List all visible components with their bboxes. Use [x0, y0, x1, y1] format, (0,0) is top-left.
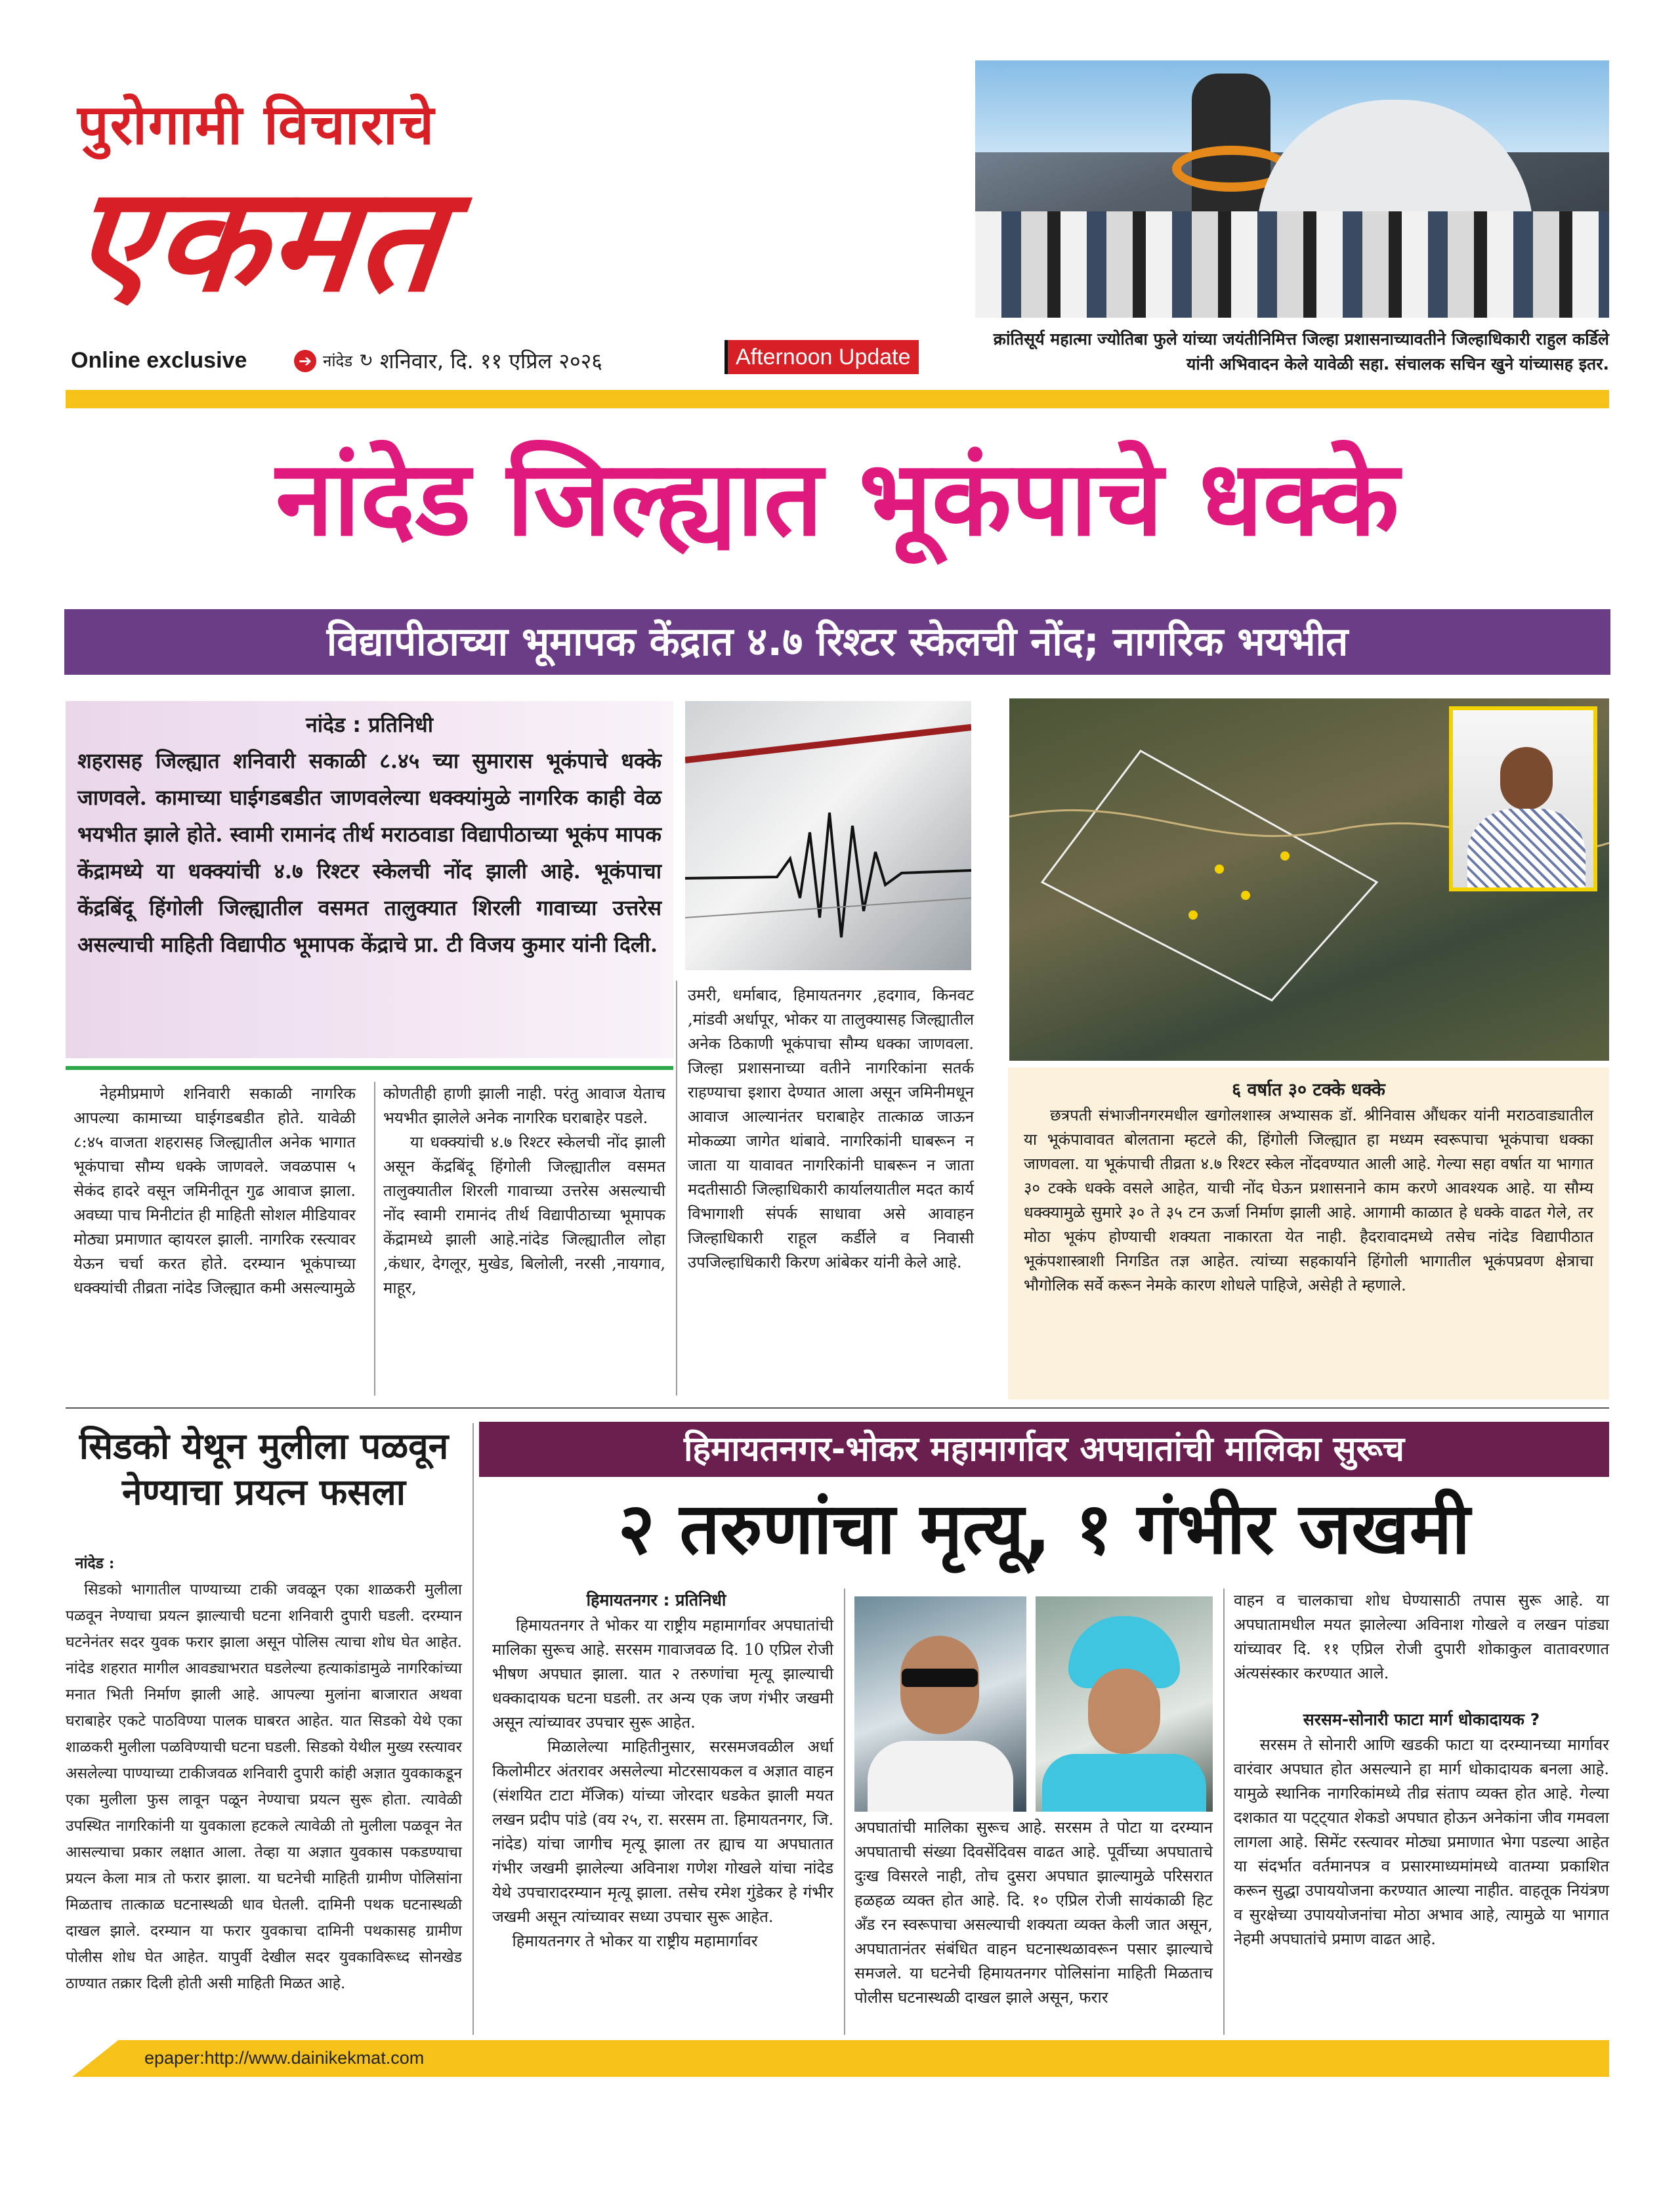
- tribute-photo: [975, 60, 1609, 318]
- column-rule: [676, 981, 677, 1396]
- epicenter-map-photo: [1009, 698, 1609, 1061]
- sunglasses-icon: [902, 1669, 978, 1687]
- column-rule: [1223, 1589, 1225, 2035]
- lead-summary: शहरासह जिल्ह्यात शनिवारी सकाळी ८.४५ च्या सुमारास भूकंपाचे धक्के जाणवले. कामाच्या घाईगडबडीत जाणवलेल्या धक्क्यांमुळे नागरिक काही वेळ भयभीत झाले होते. स्वामी रामानंद तीर्थ मराठवाडा विद्यापीठाच्या भूकंप मापक केंद्रामध्ये या धक्क्यांची ४.७ रिश्टर स्केलची नोंद झाली आहे. भूकंपाचा केंद्रबिंदू हिंगोली जिल्ह्यातील वसमत तालुक्यात शिरली गावाच्या उत्तरेस असल्याची माहिती विद्यापीठ भूमापक केंद्राचे प्रा. टी विजय कुमार यांनी दिली.: [77, 748, 662, 957]
- epaper-link[interactable]: epaper:http://www.dainikekmat.com: [144, 2048, 425, 2068]
- lead-column-3: उमरी, धर्माबाद, हिमायतनगर ,हदगाव, किनवट ,मांडवी अर्धापूर, भोकर या तालुक्यासह जिल्ह्यातील अनेक ठिकाणी भूकंपाचा सौम्य धक्का जाणवला. जिल्हा प्रशासनाच्या वतीने नागरिकांना सतर्क राहण्याचा इशारा देण्यात आला असून जमिनीमधून आवाज आल्यानंतर घराबाहेर तात्काळ जाऊन मोकळ्या जागेत थांबावे. नागरिकांनी घाबरून न जाता या यावावत नागरिकांनी घाबरून न जाता मदतीसाठी जिल्हाधिकारी कार्यालयातील मदत कार्य विभागाशी संपर्क साधावा असे आवाहन जिल्हाधिकारी राहूल कर्डीले व निवासी उपजिल्हाधिकारी किरण आंबेकर यांनी केले आहे.: [688, 986, 979, 1271]
- lead-subhead: विद्यापीठाच्या भूमापक केंद्रात ४.७ रिश्टर स्केलची नोंद; नागरिक भयभीत: [64, 609, 1610, 675]
- masthead-tagline: पुरोगामी विचाराचे: [77, 93, 436, 157]
- victim-2-face: [1088, 1669, 1160, 1754]
- column-rule: [374, 1082, 375, 1396]
- portrait-shirt: [1467, 809, 1586, 887]
- crowd: [975, 211, 1609, 318]
- issue-date: शनिवार, दि. ११ एप्रिल २०२६: [379, 349, 602, 373]
- seismograph-wave-icon: [685, 701, 971, 970]
- victim-photo-2: [1036, 1596, 1213, 1812]
- side-box: [1008, 1067, 1609, 1399]
- accident-headline: २ तरुणांचा मृत्यू, १ गंभीर जखमी: [618, 1488, 1471, 1570]
- cidco-body: [66, 1524, 467, 1997]
- tribute-photo-caption: क्रांतिसूर्य महात्मा ज्योतिबा फुले यांच्या जयंतीनिमित्त जिल्हा प्रशासनाच्यावतीने जिल्हाधिकारी राहुल कर्डिले यांनी अभिवादन केले यावेळी सहा. संचालक सचिन खुने यांच्यासह इतर.: [993, 330, 1609, 373]
- seismograph-photo: [685, 701, 971, 970]
- cidco-dateline: नांदेड :: [75, 1554, 115, 1572]
- accident-column-2: अपघातांची मालिका सुरूच आहे. सरसम ते पोटा या दरम्यान अपघाताची संख्या दिवसेंदिवस वाढत आहे. पूर्वीच्या अपघाताचे दुःख विसरले नाही, तोच दुसरा अपघात झाल्यामुळे परिसरात हळहळ व्यक्त होत आहे. दि. १० एप्रिल रोजी सायंकाळी हिट अँड रन स्वरूपाचा असल्याची शक्यता व्यक्त केली जात असून, अपघातानंतर संबंधित वाहन घटनास्थळावरून पसार झाल्याचे समजले. या घटनेची हिमायतनगर पोलिसांना माहिती मिळताच पोलीस घटनास्थळी दाखल झाले असून, फरार: [854, 1818, 1218, 2007]
- portrait-head: [1500, 747, 1553, 810]
- arrow-right-icon: ➔: [294, 350, 316, 372]
- column-rule: [472, 1423, 474, 2035]
- lead-dateline: नांदेड : प्रतिनिधी: [306, 712, 433, 737]
- lead-column-2: कोणतीही हाणी झाली नाही. परंतु आवाज येताच भयभीत झालेले अनेक नागरिक घराबाहेर पडले. या धक्क्यांची ४.७ रिश्टर स्केलची नोंद झाली असून केंद्रबिंदू हिंगोली जिल्ह्यातील वसमत तालुक्यातील शिरली गावाच्या उत्तरेस असल्याची नोंद स्वामी रामानंद तीर्थ विद्यापीठाच्या भूमापक केंद्रामध्ये झाली आहे.नांदेड जिल्ह्यातील लोहा ,कंधार, देगलूर, मुखेड, बिलोली, नरसी ,नायगाव, माहूर,: [383, 1084, 665, 1297]
- column-rule: [844, 1589, 845, 2035]
- victim-1-shirt: [868, 1741, 1013, 1812]
- green-divider: [66, 1066, 673, 1070]
- accident-kicker: हिमायतनगर-भोकर महामार्गावर अपघातांची मालिका सुरूच: [479, 1422, 1609, 1477]
- expert-portrait: [1449, 706, 1597, 891]
- side-box-text: छत्रपती संभाजीनगरमधील खगोलशास्त्र अभ्यासक डॉ. श्रीनिवास औंधकर यांनी मराठवाड्यातील या भूकंपावावत बोलताना म्हटले की, हिंगोली जिल्ह्यात हा मध्यम स्वरूपाचा भूकंपाचा धक्का जाणवला. या भूकंपाची तीव्रता ४.७ रिश्टर स्केल नोंदवण्यात आली आहे. गेल्या सहा वर्षात या भागात ३० टक्के धक्के वसले आहेत, याची नोंद घेऊन प्रशासनाने काम करणे आवश्यक आहे. या सौम्य धक्क्यामुळे सुमारे ३० ते ३५ टन ऊर्जा निर्माण झाली आहे. आगामी काळात हे धक्के वाढत गेले, तर मोठा भूकंप होण्याची शक्यता नाकारता येत नाही. हैदरावादमध्ये तसेच नांदेड विद्यापीठात भूकंपशास्त्राशी निगडित तज्ञ आहेत. त्यांच्या सहकार्याने हिंगोली भागातील भूकंपप्रवण क्षेत्राचा भौगोलिक सर्वे करून नेमके कारण शोधले पाहिजे, असेही ते म्हणाले.: [1024, 1106, 1593, 1294]
- accident-column-3b: सरसम ते सोनारी आणि खडकी फाटा या दरम्यानच्या मार्गावर वारंवार अपघात होत असल्याने हा मार्ग धोकादायक बनला आहे. यामुळे स्थानिक नागरिकांमध्ये तीव्र संताप व्यक्त होत आहे. गेल्या दशकात या पट्ट्यात शेकडो अपघात होऊन अनेकांना जीव गमवला लागला आहे. सिमेंट रस्त्यावर मोठ्या प्रमाणात भेगा पडल्या आहेत या संदर्भात वर्तमानपत्र व प्रसारमाध्यमांमध्ये वातम्या प्रकाशित करून सुद्धा उपाययोजना करण्यात आल्या नाहीत. वाहतूक नियंत्रण व सुरक्षेच्या उपाययोजनांचा मोठा अभाव आहे, त्यामुळे या भागात नेहमी अपघातांचे प्रमाण वाढत आहे.: [1234, 1736, 1614, 1948]
- lead-column-1: नेहमीप्रमाणे शनिवारी सकाळी नागरिक आपल्या कामाच्या घाईगडबडीत होते. यावेळी ८:४५ वाजता शहरासह जिल्ह्यातील अनेक भागात भूकंपाचा सौम्य धक्के जाणवले. जवळपास ५ सेकंद हादरे वसून जमिनीतून गुढ आवाज झाला. अवघ्या पाच मिनीटांत ही माहिती सोशल मीडियावर मोठ्या प्रमाणात व्हायरल झाली. नागरिक रस्त्यावर येऊन चर्चा करत होते. दरम्यान भूकंपाच्या धक्क्यांची तीव्रता नांदेड जिल्ह्यात कमी असल्यामुळे: [74, 1084, 361, 1297]
- refresh-icon: ↻: [359, 351, 373, 371]
- side-box-title: ६ वर्षात ३० टक्के धक्के: [1232, 1080, 1385, 1100]
- victim-photo-1: [854, 1596, 1026, 1812]
- sky: [975, 60, 1609, 152]
- accident-column-1: हिमायतनगर ते भोकर या राष्ट्रीय महामार्गावर अपघातांची मालिका सुरूच आहे. सरसम गावाजवळ दि. 10 एप्रिल रोजी भीषण अपघात झाला. यात २ तरुणांचा मृत्यू झाल्याची धक्कादायक घटना घडली. तर अन्य एक जण गंभीर जखमी असून त्यांच्यावर उपचार सुरू आहेत. मिळालेल्या माहितीनुसार, सरसमजवळील अर्धा किलोमीटर अंतरावर असलेल्या मोटरसायकल व अज्ञात वाहन (संशयित टाटा मॅजिक) यांच्या जोरदार धडकेत झाली मयत लखन प्रदीप पांडे (वय २५, रा. सरसम ता. हिमायतनगर, जि. नांदेड) यांचा जागीच मृत्यू झाला तर ह्याच या अपघातात गंभीर जखमी झालेल्या अविनाश गणेश गोखले यांचा नांदेड येथे उपचारादरम्यान मृत्यू झाला. तसेच रमेश गुंडेकर हे गंभीर जखमी असून त्यांच्यावर सध्या उपचार सुरू आहेत. हिमायतनगर ते भोकर या राष्ट्रीय महामार्गावर: [492, 1616, 834, 1950]
- accident-column-3a: वाहन व चालकाचा शोध घेण्यासाठी तपास सुरू आहे. या अपघातामधील मयत झालेल्या अविनाश गोखले व लखन पांड्या यांच्यावर दि. ११ एप्रिल रोजी दुपारी शोकाकुल वातावरणात अंत्यसंस्कार करण्यात आले.: [1234, 1591, 1614, 1682]
- masthead-title: एकमत: [64, 156, 453, 324]
- victim-2-scarf: [1042, 1754, 1206, 1812]
- header-divider: [66, 390, 1609, 408]
- cidco-headline: सिडको येथून मुलीला पळवून नेण्याचा प्रयत्न फसला: [79, 1425, 449, 1513]
- afternoon-update-badge: Afternoon Update: [724, 340, 919, 374]
- accident-dateline: हिमायतनगर : प्रतिनिधी: [586, 1590, 726, 1610]
- lead-headline: नांदेड जिल्ह्यात भूकंपाचे धक्के: [276, 438, 1399, 559]
- city-label: नांदेड: [323, 352, 353, 370]
- date-line: [294, 347, 602, 375]
- accident-column-3-subhead: सरसम-सोनारी फाटा मार्ग धोकादायक ?: [1303, 1710, 1540, 1729]
- lead-summary-box: [66, 701, 673, 1058]
- cidco-text: सिडको भागातील पाण्याच्या टाकी जवळून एका शाळकरी मुलीला पळवून नेण्याचा प्रयत्न झाल्याची घटना शनिवारी दुपारी घडली. दरम्यान घटनेनंतर सदर युवक फरार झाला असून पोलिस त्याचा शोध घेत आहेत. नांदेड शहरात मागील आवड्याभरात घडलेल्या हत्याकांडामुळे नागरिकांच्या मनात भिती निर्माण झाली आहे. आपल्या मुलांना बाजारात अथवा घराबाहेर एकटे पाठविण्या पालक घाबरत आहेत. यात सिडको येथे एका शाळकरी मुलीला पळविण्याची घटना घडली. सिडको येथील मुख्य रस्त्यावर असलेल्या पाण्याच्या टाकीजवळ शनिवारी दुपारी कांही अज्ञात युवकाकडून एका मुलीला फुस लावून पळून नेण्याचा प्रयत्न सुरू होता. त्यावेळी उपस्थित नागरिकांनी या युवकाला हटकले त्यावेळी तो मुलीला पळवून नेत आसल्याचा प्रकार लक्षात आला. तेव्हा या अज्ञात युवकास पकडण्याचा प्रयत्न केला मात्र तो फरार झाला. या घटनेची माहिती ग्रामीण पोलिसांना मिळताच तात्काळ घटनास्थळी धाव घेतली. दामिनी पथक घटनास्थळी दाखल झाले. दरम्यान या फरार युवकाचा दामिनी पथकासह ग्रामीण पोलीस शोध घेत आहेत. यापुर्वी देखील सदर युवकाविरूध्द सोनखेड ठाण्यात तक्रार दिली होती असी माहिती मिळत आहे.: [66, 1581, 467, 1992]
- online-exclusive-label: Online exclusive: [71, 348, 247, 373]
- section-divider: [66, 1407, 1609, 1409]
